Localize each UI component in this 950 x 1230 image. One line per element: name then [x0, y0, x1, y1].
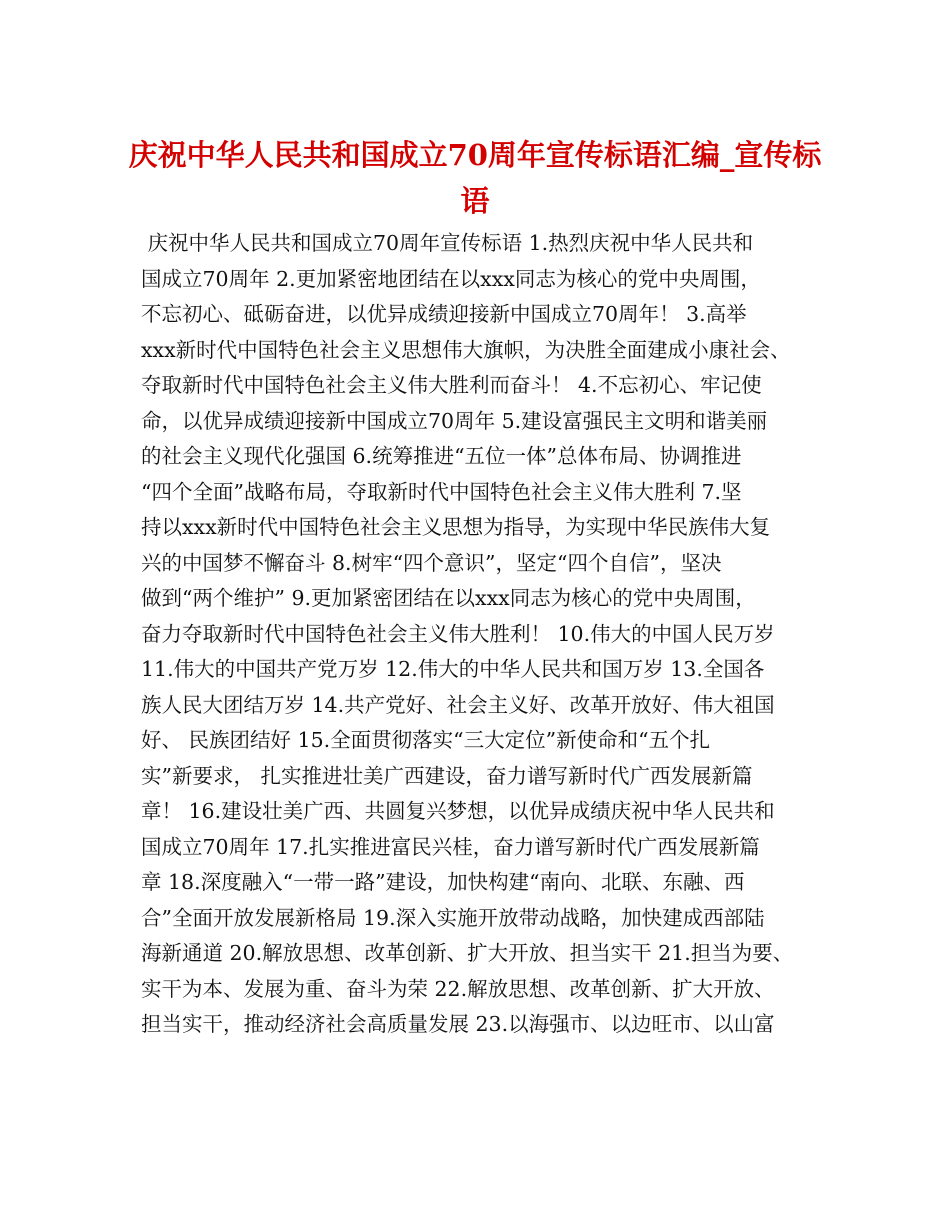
body-line: 做到“两个维护” 9.更加紧密团结在以xxx同志为核心的党中央周围， [141, 586, 756, 610]
body-line: 实干为本、发展为重、奋斗为荣 22.解放思想、改革创新、扩大开放、 [141, 976, 775, 1001]
body-line: 族人民大团结万岁 14.共产党好、社会主义好、改革开放好、伟大祖国 [141, 692, 775, 717]
body-line: 持以xxx新时代中国特色社会主义思想为指导，为实现中华民族伟大复 [141, 515, 771, 539]
body-line: 庆祝中华人民共和国成立70周年宣传标语 1.热烈庆祝中华人民共和 [141, 231, 754, 255]
document-title [120, 132, 830, 224]
body-line: 11.伟大的中国共产党万岁 12.伟大的中华人民共和国万岁 13.全国各 [141, 657, 765, 681]
document-body [141, 226, 823, 1043]
body-line: 命，以优异成绩迎接新中国成立70周年 5.建设富强民主文明和谐美丽 [141, 408, 768, 433]
document-title-line: 庆祝中华人民共和国成立70周年宣传标语汇编_宣传标 [128, 138, 822, 172]
body-line: 不忘初心、砥砺奋进，以优异成绩迎接新中国成立70周年！ 3.高举 [141, 302, 747, 326]
body-line: 章 18.深度融入“一带一路”建设，加快构建“南向、北联、东融、西 [141, 870, 745, 894]
body-line: “四个全面”战略布局，夺取新时代中国特色社会主义伟大胜利 7.坚 [141, 479, 742, 504]
body-line: 海新通道 20.解放思想、改革创新、扩大开放、担当实干 21.担当为要、 [141, 941, 794, 965]
body-line: 合”全面开放发展新格局 19.深入实施开放带动战略，加快建成西部陆 [141, 905, 765, 930]
body-line: 夺取新时代中国特色社会主义伟大胜利而奋斗！ 4.不忘初心、牢记使 [141, 373, 762, 397]
body-line: 担当实干，推动经济社会高质量发展 23.以海强市、以边旺市、以山富 [141, 1012, 775, 1036]
body-line: xxx新时代中国特色社会主义思想伟大旗帜，为决胜全面建成小康社会、 [141, 337, 791, 362]
body-line: 国成立70周年 2.更加紧密地团结在以xxx同志为核心的党中央周围， [141, 266, 761, 291]
body-line: 国成立70周年 17.扎实推进富民兴桂，奋力谱写新时代广西发展新篇 [141, 834, 760, 859]
body-line: 章！ 16.建设壮美广西、共圆复兴梦想，以优异成绩庆祝中华人民共和 [141, 799, 775, 823]
body-line: 奋力夺取新时代中国特色社会主义伟大胜利！ 10.伟大的中国人民万岁 [141, 621, 775, 646]
body-line: 好、 民族团结好 15.全面贯彻落实“三大定位”新使命和“五个扎 [141, 728, 711, 752]
body-line: 的社会主义现代化强国 6.统筹推进“五位一体”总体布局、协调推进 [141, 444, 742, 468]
document-title-line: 语 [460, 184, 490, 218]
body-line: 兴的中国梦不懈奋斗 8.树牢“四个意识”，坚定“四个自信”，坚决 [141, 550, 722, 575]
body-line: 实”新要求， 扎实推进壮美广西建设，奋力谱写新时代广西发展新篇 [141, 763, 753, 788]
